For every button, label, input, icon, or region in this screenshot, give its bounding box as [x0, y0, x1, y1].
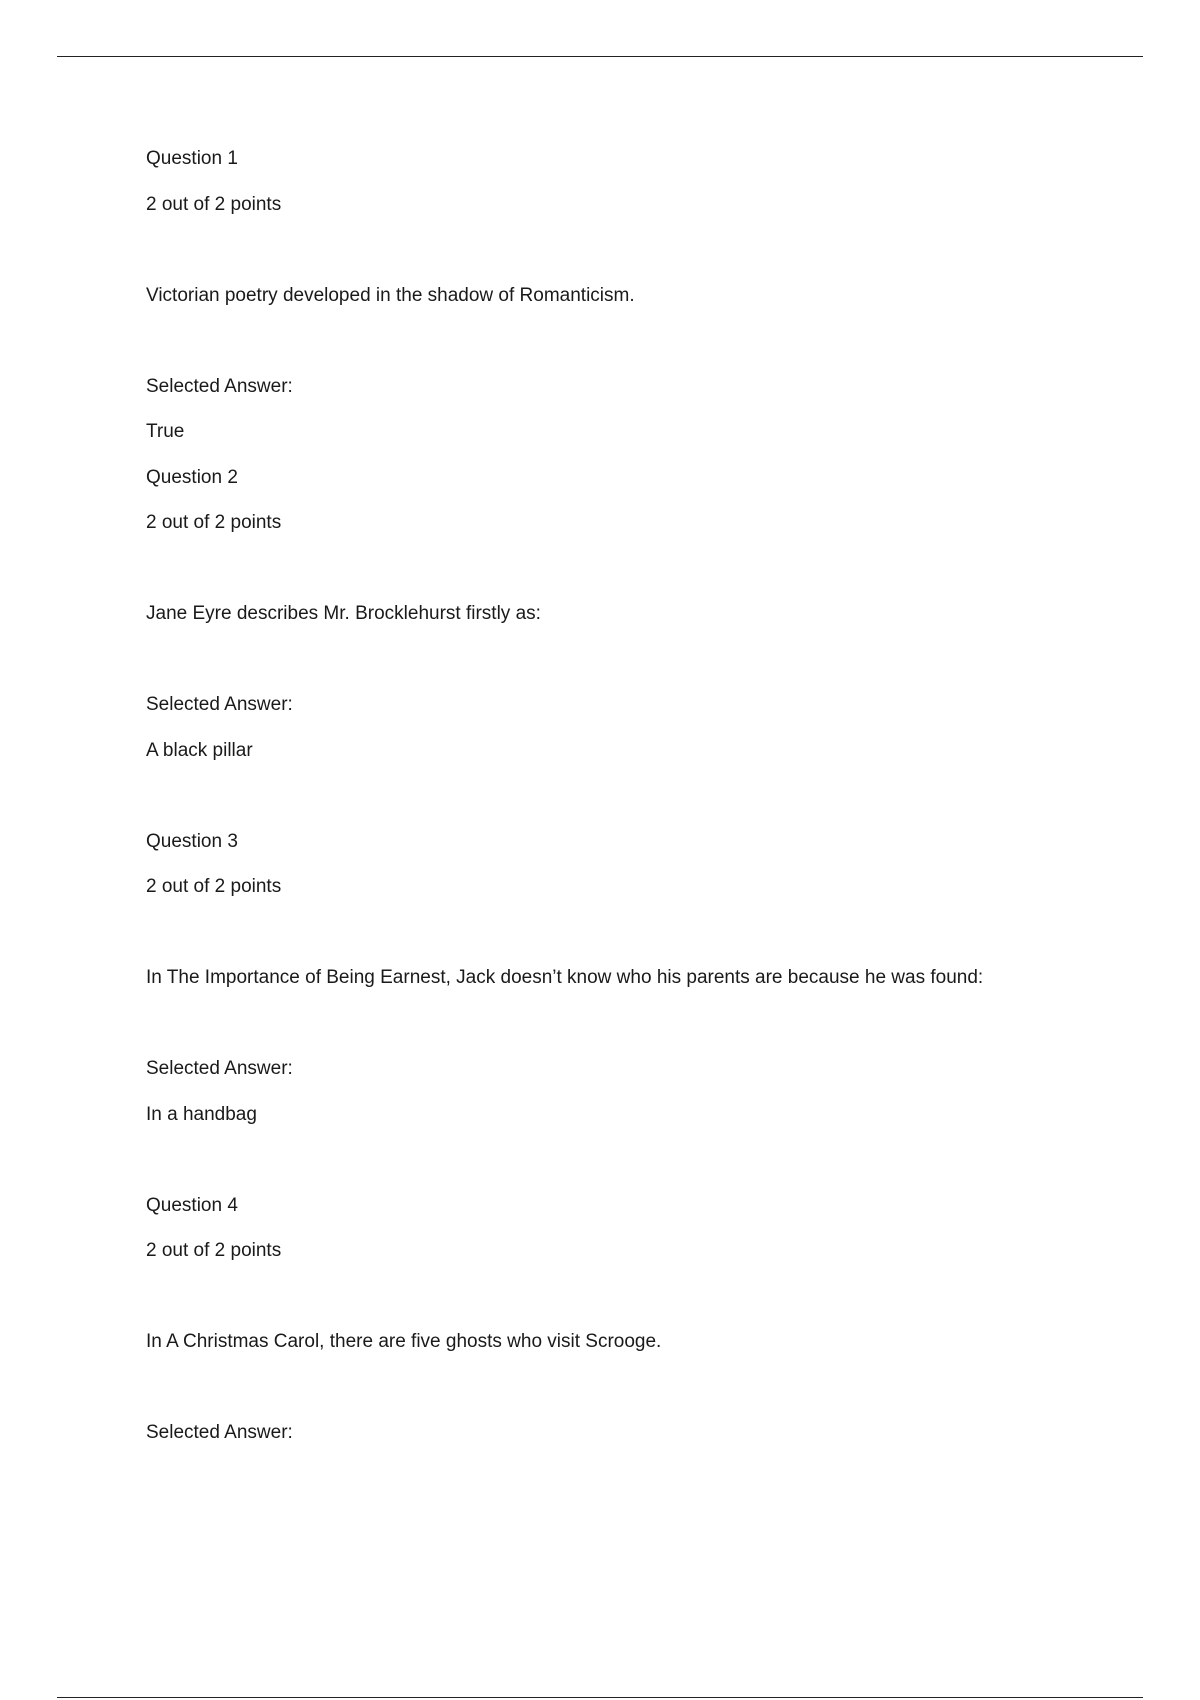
question-2-points: 2 out of 2 points [146, 512, 282, 533]
question-1-prompt: Victorian poetry developed in the shadow of Romanticism. [146, 285, 635, 306]
question-1-label: Question 1 [146, 148, 238, 169]
question-4-label: Question 4 [146, 1195, 238, 1216]
question-1-selected-value: True [146, 421, 185, 442]
question-2-selected-label: Selected Answer: [146, 694, 293, 715]
question-3-selected-label: Selected Answer: [146, 1058, 293, 1079]
question-3-selected-value: In a handbag [146, 1104, 257, 1125]
question-3-prompt: In The Importance of Being Earnest, Jack doesn’t know who his parents are because he was found: [146, 967, 984, 988]
bottom-rule [57, 1697, 1143, 1698]
question-1-selected-label: Selected Answer: [146, 376, 293, 397]
question-4-selected-label: Selected Answer: [146, 1422, 293, 1443]
top-rule [57, 56, 1143, 57]
question-2-prompt: Jane Eyre describes Mr. Brocklehurst firstly as: [146, 603, 541, 624]
question-2-label: Question 2 [146, 467, 238, 488]
question-2-selected-value: A black pillar [146, 740, 253, 761]
question-1-points: 2 out of 2 points [146, 194, 282, 215]
question-3-label: Question 3 [146, 831, 238, 852]
question-4-prompt: In A Christmas Carol, there are five ghosts who visit Scrooge. [146, 1331, 662, 1352]
question-3-points: 2 out of 2 points [146, 876, 282, 897]
question-4-points: 2 out of 2 points [146, 1240, 282, 1261]
